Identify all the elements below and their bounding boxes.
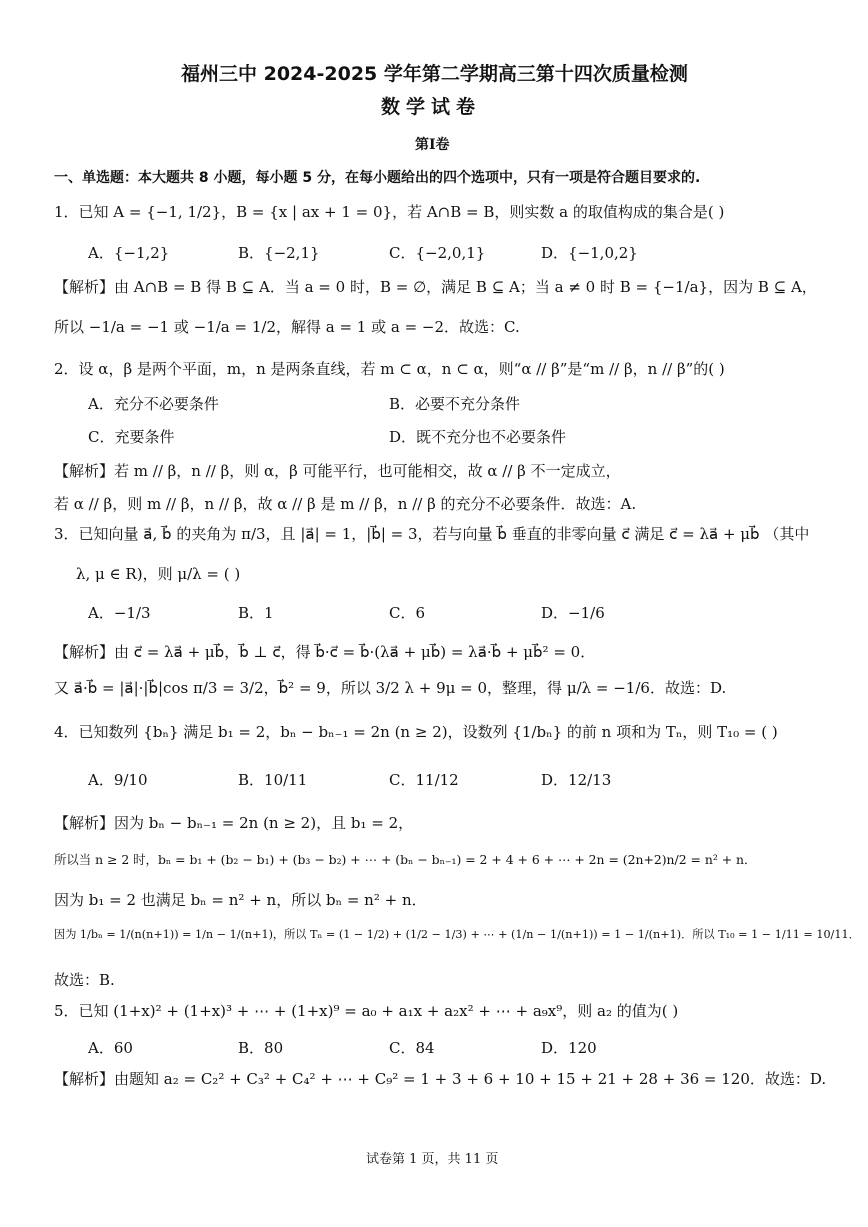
- question-4-analysis-line: 所以当 n ≥ 2 时，bₙ = b₁ + (b₂ − b₁) + (b₃ − b₂) + ⋯ + (bₙ − bₙ₋₁) = 2 + 4 + 6 + ⋯ + 2n = (2n+2)n/2 = n² + n．: [54, 852, 757, 867]
- question-3-stem: λ, μ ∈ R)，则 μ/λ = ( ): [76, 565, 241, 583]
- question-4-option-a: A．9/10: [88, 771, 148, 789]
- question-3-stem: 3．已知向量 a⃗, b⃗ 的夹角为 π/3，且 |a⃗| = 1，|b⃗| = 3，若与向量 b⃗ 垂直的非零向量 c⃗ 满足 c⃗ = λa⃗ + μb⃗ （其中: [54, 525, 810, 543]
- question-4-option-b: B．10/11: [238, 771, 308, 789]
- question-2-stem: 2．设 α，β 是两个平面，m，n 是两条直线，若 m ⊂ α，n ⊂ α，则“α // β”是“m // β，n // β”的( ): [54, 360, 725, 378]
- question-1-analysis-line: 【解析】由 A∩B = B 得 B ⊆ A．当 a = 0 时，B = ∅，满足 B ⊆ A；当 a ≠ 0 时 B = {−1/a}，因为 B ⊆ A，: [54, 278, 817, 296]
- question-3-option-c: C．6: [389, 604, 426, 622]
- question-5-option-b: B．80: [238, 1039, 284, 1057]
- question-5-analysis-line: 【解析】由题知 a₂ = C₂² + C₃² + C₄² + ⋯ + C₉² = 1 + 3 + 6 + 10 + 15 + 21 + 28 + 36 = 120．故选：D.: [54, 1070, 827, 1088]
- question-4-option-d: D．12/13: [541, 771, 612, 789]
- question-4-analysis-line: 【解析】因为 bₙ − bₙ₋₁ = 2n (n ≥ 2)，且 b₁ = 2，: [54, 814, 414, 832]
- question-1-analysis-line: 所以 −1/a = −1 或 −1/a = 1/2，解得 a = 1 或 a = −2．故选：C.: [54, 318, 520, 336]
- question-2-option-b: B．必要不充分条件: [389, 395, 521, 413]
- question-1-option-b: B．{−2,1}: [238, 244, 320, 262]
- question-4-analysis-line: 因为 b₁ = 2 也满足 bₙ = n² + n，所以 bₙ = n² + n．: [54, 891, 427, 909]
- question-5-option-a: A．60: [88, 1039, 133, 1057]
- section-heading: 一、单选题：本大题共 8 小题，每小题 5 分，在每小题给出的四个选项中，只有一项是符合题目要求的.: [54, 170, 701, 186]
- question-4-stem: 4．已知数列 {bₙ} 满足 b₁ = 2，bₙ − bₙ₋₁ = 2n (n ≥ 2)，设数列 {1/bₙ} 的前 n 项和为 Tₙ，则 T₁₀ = ( ): [54, 723, 778, 741]
- page-footer: 试卷第 1 页，共 11 页: [366, 1152, 499, 1167]
- question-1-option-c: C．{−2,0,1}: [389, 244, 486, 262]
- question-2-analysis-line: 【解析】若 m // β，n // β，则 α，β 可能平行，也可能相交，故 α // β 不一定成立，: [54, 462, 621, 480]
- question-4-analysis-line: 故选：B.: [54, 971, 115, 989]
- question-2-analysis-line: 若 α // β，则 m // β，n // β，故 α // β 是 m // β，n // β 的充分不必要条件．故选：A.: [54, 495, 637, 513]
- exam-title: 福州三中 2024-2025 学年第二学期高三第十四次质量检测: [181, 63, 688, 85]
- question-2-option-c: C．充要条件: [88, 428, 175, 446]
- question-1-option-d: D．{−1,0,2}: [541, 244, 638, 262]
- question-1-stem: 1．已知 A = {−1, 1/2}，B = {x | ax + 1 = 0}，若 A∩B = B，则实数 a 的取值构成的集合是( ): [54, 203, 725, 221]
- question-3-option-a: A．−1/3: [88, 604, 151, 622]
- question-4-analysis-line: 因为 1/bₙ = 1/(n(n+1)) = 1/n − 1/(n+1)，所以 Tₙ = (1 − 1/2) + (1/2 − 1/3) + ⋯ + (1/n − 1/(n+1)) = 1 − 1/(n+1)．所以 T₁₀ = 1 − 1/11 = 10/11．: [54, 928, 860, 941]
- volume-label: 第Ⅰ卷: [415, 137, 450, 153]
- question-3-option-d: D．−1/6: [541, 604, 605, 622]
- question-5-stem: 5．已知 (1+x)² + (1+x)³ + ⋯ + (1+x)⁹ = a₀ + a₁x + a₂x² + ⋯ + a₉x⁹，则 a₂ 的值为( ): [54, 1002, 679, 1020]
- question-5-option-d: D．120: [541, 1039, 597, 1057]
- question-5-option-c: C．84: [389, 1039, 435, 1057]
- question-3-analysis-line: 又 a⃗·b⃗ = |a⃗|·|b⃗|cos π/3 = 3/2，b⃗² = 9，所以 3/2 λ + 9μ = 0，整理，得 μ/λ = −1/6．故选：D.: [54, 679, 727, 697]
- exam-subtitle: 数学试卷: [381, 96, 482, 118]
- question-2-option-a: A．充分不必要条件: [88, 395, 219, 413]
- question-4-option-c: C．11/12: [389, 771, 459, 789]
- question-3-option-b: B．1: [238, 604, 274, 622]
- question-3-analysis-line: 【解析】由 c⃗ = λa⃗ + μb⃗，b⃗ ⊥ c⃗，得 b⃗·c⃗ = b⃗·(λa⃗ + μb⃗) = λa⃗·b⃗ + μb⃗² = 0．: [54, 643, 596, 661]
- question-1-option-a: A．{−1,2}: [88, 244, 170, 262]
- question-2-option-d: D．既不充分也不必要条件: [389, 428, 567, 446]
